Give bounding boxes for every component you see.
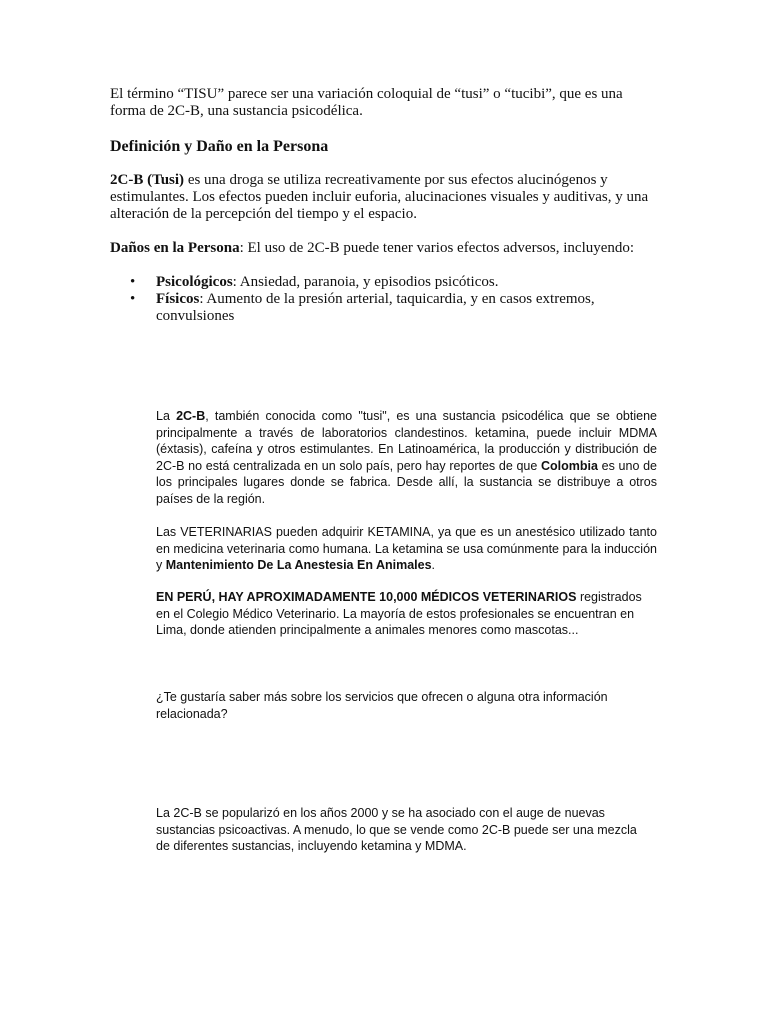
list-item-label: Psicológicos bbox=[156, 274, 233, 290]
paragraph-2000: La 2C-B se popularizó en los años 2000 y se ha asociado con el auge de nuevas sustancias psicoactivas. A menudo, lo que se vende como 2C-B puede ser una mezcla de diferentes sustancias, incluyendo ketamina y MDMA. bbox=[156, 806, 637, 853]
section-heading: Definición y Daño en la Persona bbox=[110, 138, 329, 155]
text-run: registrados en el Colegio Médico Veterinario. La mayoría de estos profesionales se encuentran en Lima, donde atienden principalmente a animales menores como mascotas... bbox=[156, 590, 642, 637]
text-run: es uno de los principales lugares donde se fabrica. Desde allí, la sustancia se distribuye a otros países de la región. bbox=[156, 458, 657, 506]
list-item-text: : Aumento de la presión arterial, taquicardia, y en casos extremos, convulsiones bbox=[156, 291, 595, 324]
list-item-label: Físicos bbox=[156, 291, 200, 307]
paragraph-peru bbox=[156, 589, 656, 639]
harms-text: : El uso de 2C-B puede tener varios efectos adversos, incluyendo: bbox=[239, 240, 635, 256]
harms-list bbox=[110, 274, 630, 325]
bold-peru: EN PERÚ, HAY APROXIMADAMENTE 10,000 MÉDICOS VETERINARIOS bbox=[156, 590, 577, 604]
paragraph-veterinarias bbox=[156, 524, 657, 574]
definition-term: 2C-B (Tusi) bbox=[110, 172, 185, 188]
definition-text: es una droga se utiliza recreativamente por sus efectos alucinógenos y estimulantes. Los efectos pueden incluir euforia, alucinaciones visuales y auditivas, y una alteración de la percepción del tiempo y el espacio. bbox=[110, 172, 649, 222]
bold-2cb: 2C-B bbox=[176, 409, 206, 423]
bullet-icon: • bbox=[130, 274, 136, 290]
paragraph-2cb bbox=[156, 408, 657, 507]
question-paragraph: ¿Te gustaría saber más sobre los servicios que ofrecen o alguna otra información relacionada? bbox=[156, 690, 608, 721]
list-item-psicologicos bbox=[110, 274, 630, 291]
bold-colombia: Colombia bbox=[541, 458, 598, 473]
text-run: , también conocida como "tusi", es una sustancia psicodélica que se obtiene principalmente a través de laboratorios clandestinos. ketamina, puede incluir MDMA (éxtasis), cafeína y otros estimulantes. En Latinoamérica, la producción y distribución de 2C-B no está centralizada en un solo país, pero hay reportes de que bbox=[156, 409, 657, 473]
list-item-fisicos bbox=[110, 291, 630, 325]
text-run: . bbox=[431, 558, 436, 572]
harms-paragraph bbox=[110, 240, 670, 257]
bullet-icon: • bbox=[130, 291, 136, 307]
intro-paragraph: El término “TISU” parece ser una variación coloquial de “tusi” o “tucibi”, que es una forma de 2C-B, una sustancia psicodélica. bbox=[110, 86, 623, 119]
text-run: Las VETERINARIAS pueden adquirir KETAMINA, ya que es un anestésico utilizado tanto en medicina veterinaria como humana. La ketamina se usa comúnmente para la inducción y bbox=[156, 525, 657, 572]
harms-label: Daños en la Persona bbox=[110, 240, 240, 256]
definition-paragraph bbox=[110, 172, 655, 223]
text-run: La bbox=[156, 409, 177, 423]
list-item-text: : Ansiedad, paranoia, y episodios psicóticos. bbox=[232, 274, 499, 290]
bold-mantenimiento: Mantenimiento De La Anestesia En Animales bbox=[165, 558, 432, 572]
